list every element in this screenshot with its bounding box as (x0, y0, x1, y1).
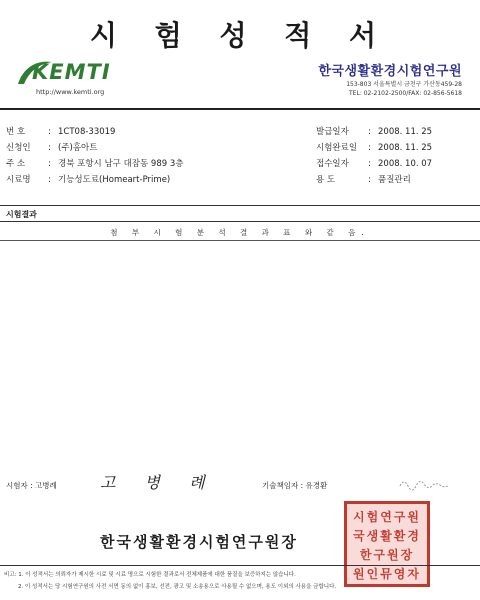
institute-address (272, 80, 462, 98)
info-address: 주 소 : 경북 포항시 남구 대잠동 989 3층 (6, 159, 184, 169)
tester-name: 고병례 (35, 481, 57, 490)
attached-results-text: 첨 부 시 험 분 석 결 과 표 와 같 음. (110, 228, 370, 237)
info-value: 2008. 11. 25 (378, 143, 433, 153)
manager-label: 기술책임자 : (262, 481, 304, 490)
info-issue-date: 발급일자 : 2008. 11. 25 (316, 127, 433, 137)
seal-line: 국생활환경 (353, 529, 421, 543)
document-title: 시 험 성 적 서 (89, 19, 391, 52)
info-completion-date: 시험완료일 : 2008. 11. 25 (316, 143, 433, 153)
seal-line: 시험연구원 (353, 510, 421, 524)
logo-url: http://www.kemti.org (36, 88, 105, 96)
info-value: 품질관리 (378, 175, 411, 185)
institute-address-line: 153-803 서울특별시 금천구 가산동459-28 (346, 81, 462, 88)
seal-text (351, 508, 423, 580)
manager-line (262, 480, 327, 491)
note-line-1: 비고: 1. 이 성적서는 의뢰자가 제시한 시료 및 시료 명으로 시험한 결과로서 전체제품에 대한 품질을 보증하지는 않습니다. (4, 572, 296, 578)
info-label: 주 소 (6, 159, 26, 169)
info-value: 2008. 11. 25 (378, 127, 433, 137)
info-label: 시료명 (6, 175, 31, 185)
manager-signature-icon (398, 476, 458, 492)
kemti-logo (14, 58, 164, 102)
info-label: 접수일자 (316, 159, 349, 169)
seal-line: 원인뮤영자 (353, 567, 421, 581)
info-value: 기능성도료(Homeart-Prime) (58, 175, 171, 185)
results-top-divider (0, 205, 480, 206)
institute-contact-line: TEL: 02-2102-2500/FAX: 02-856-5618 (349, 90, 462, 97)
tester-signature: 고 병 례 (100, 473, 217, 492)
info-sample-name: 시료명 : 기능성도료(Homeart-Prime) (6, 175, 171, 185)
official-seal-stamp (344, 501, 430, 587)
seal-line: 한구원장 (359, 548, 415, 562)
header-divider (0, 108, 480, 110)
info-value: 1CT08-33019 (58, 127, 116, 137)
note-line-2: 2. 이 성적서는 당 시험연구원의 사전 서면 동의 없이 홍보, 선전, 광고 및 소송용으로 사용될 수 없으며, 용도 이외의 사용을 금합니다. (18, 584, 337, 590)
tester-line (6, 480, 57, 491)
results-bottom-divider (0, 240, 480, 241)
info-value: 경북 포항시 남구 대잠동 989 3층 (58, 159, 184, 169)
notes-divider (0, 565, 480, 566)
logo-wordmark: KEMTI (32, 60, 111, 84)
institute-name: 한국생활환경시험연구원 (318, 64, 462, 79)
info-label: 번 호 (6, 127, 26, 137)
info-label: 용 도 (316, 175, 336, 185)
info-label: 신청인 (6, 143, 31, 153)
results-label-divider (0, 221, 480, 222)
info-label: 시험완료일 (316, 143, 358, 153)
manager-name: 유경환 (305, 481, 328, 490)
info-value: 2008. 10. 07 (378, 159, 433, 169)
info-value: (주)홈아트 (58, 143, 98, 153)
results-section-label: 시험결과 (6, 210, 37, 219)
info-number: 번 호 : 1CT08-33019 (6, 127, 116, 137)
tester-label: 시험자 : (6, 481, 33, 490)
info-purpose: 용 도 : 품질관리 (316, 175, 411, 185)
info-receipt-date: 접수일자 : 2008. 10. 07 (316, 159, 433, 169)
issuing-authority: 한국생활환경시험연구원장 (100, 533, 298, 551)
info-label: 발급일자 (316, 127, 349, 137)
info-applicant: 신청인 : (주)홈아트 (6, 143, 98, 153)
